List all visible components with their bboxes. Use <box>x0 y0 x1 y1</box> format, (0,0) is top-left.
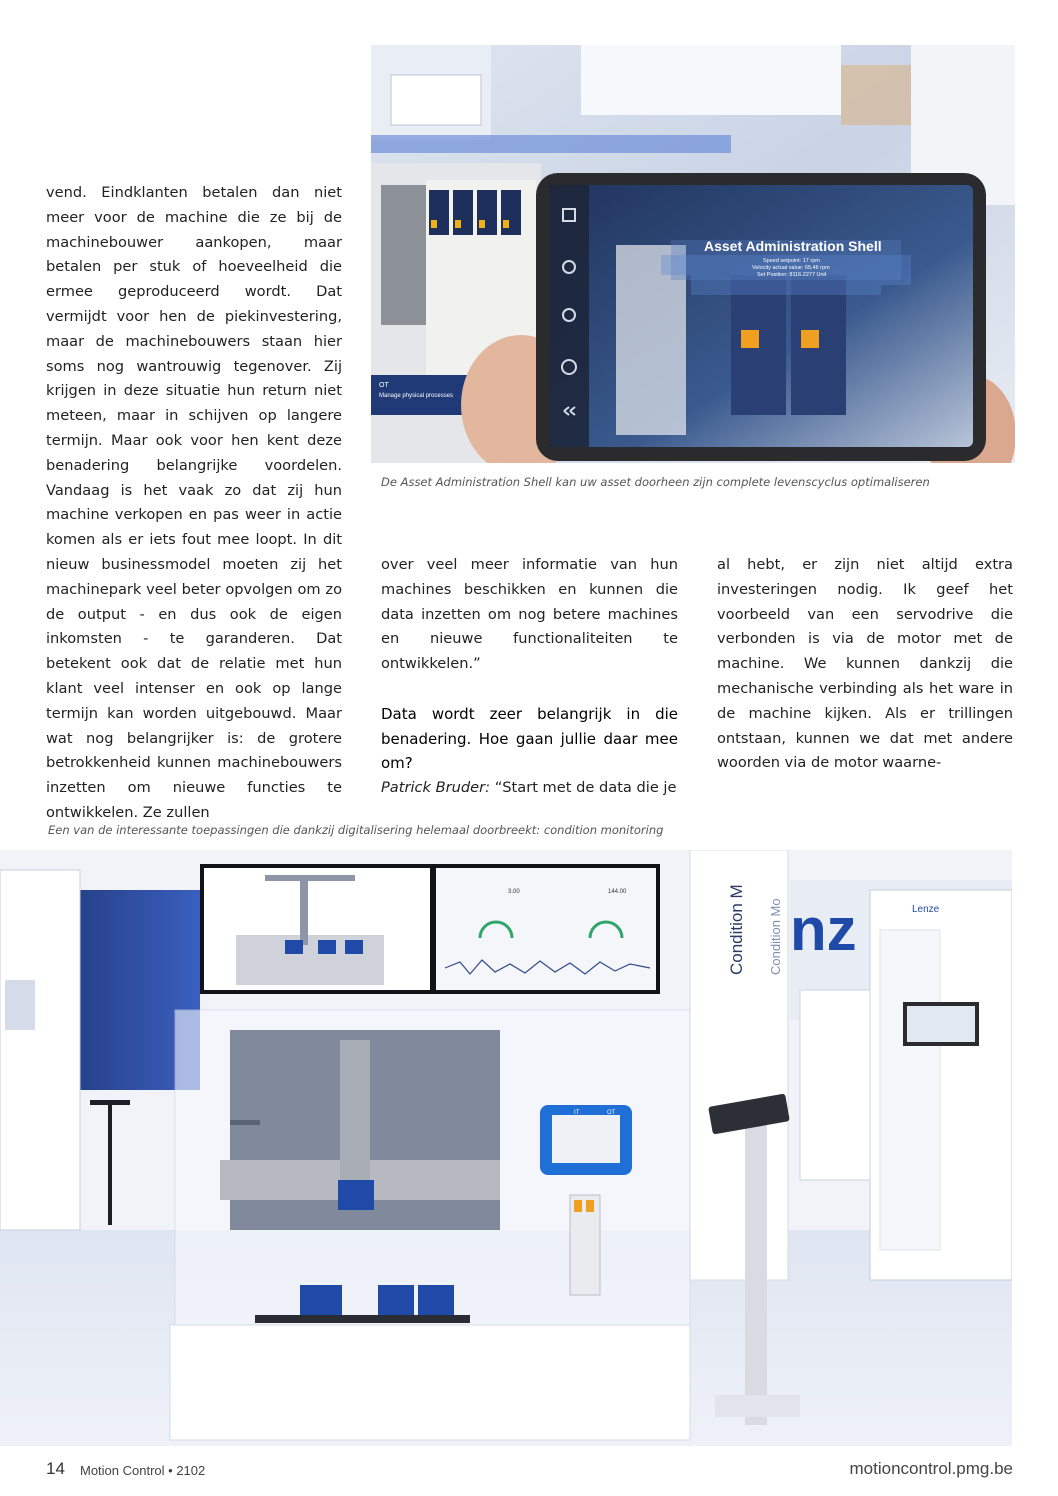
photo2-caption: Een van de interessante toepassingen die dankzij digitalisering helemaal doorbreekt: condition monitoring <box>48 823 664 837</box>
banner-text: Condition M <box>727 884 746 975</box>
ar-line3: Set Position: 8116.2277 Unit <box>757 272 827 278</box>
screen-value-1: 3.00 <box>508 889 520 895</box>
body-column-3 <box>717 553 1013 776</box>
body-column-1 <box>46 181 342 826</box>
condition-monitoring-photo <box>0 850 1012 1446</box>
asset-administration-shell-photo <box>371 45 1015 463</box>
speaker-name: Patrick Bruder: <box>381 779 491 797</box>
banner-text-2: Condition Mo <box>768 898 783 975</box>
screen-value-2: 144.00 <box>608 889 627 895</box>
photo1-caption: De Asset Administration Shell kan uw asset doorheen zijn complete levenscyclus optimaliseren <box>381 475 930 489</box>
it-label: IT <box>574 1110 580 1116</box>
col3-paragraph: al hebt, er zijn niet altijd extra investeringen nodig. Ik geef het voorbeeld van een servodrive die verbonden is via de motor met de machine. We kunnen dankzij die mechanische verbinding als het ware in de machine kijken. Als er trillingen ontstaan, kunnen we dat met andere woorden via de motor waarne- <box>717 556 1013 772</box>
ar-line1: Speed setpoint: 17 rpm <box>763 258 820 264</box>
panel-ot-label: OT <box>379 382 389 389</box>
body-column-2 <box>381 553 678 801</box>
ot-label: OT <box>607 1110 616 1116</box>
col2-paragraph: over veel meer informatie van hun machines beschikken en kunnen die data inzetten om nog betere machines en nieuwe functionaliteiten te ontwikkelen.” <box>381 556 678 673</box>
website-link[interactable]: motioncontrol.pmg.be <box>849 1459 1013 1478</box>
interview-question: Data wordt zeer belangrijk in die benadering. Hoe gaan jullie daar mee om? <box>381 704 678 773</box>
answer-start: “Start met de data die je <box>494 779 677 797</box>
brand-sign: Lenze <box>912 904 940 915</box>
col1-paragraph: vend. Eindklanten betalen dan niet meer voor de machine die ze bij de machinebouwer aankopen, maar betalen per stuk of hoeveelheid die ermee geproduceerd wordt. Dat vermijdt voor hen de piekinvestering, maar de machinebouwers staan hier soms nog wantrouwig tegenover. Zij krijgen in deze situatie hun return niet meteen, maar in schijven op langere termijn. Maar ook voor hen kent deze benadering belangrijke voordelen. Vandaag is het vaak zo dat zij hun machine verkopen en pas weer in actie komen als er iets fout mee loopt. In dit nieuw businessmodel moeten zij het machinepark veel beter opvolgen om zo de output - en dus ook de eigen inkomsten - te garanderen. Dat betekent ook dat de relatie met hun klant veel intenser en ook op lange termijn kan worden uitgebouwd. Maar wat nog belangrijker is: de grotere betrokkenheid kunnen machinebouwers inzetten om nieuwe functies te ontwikkelen. Ze zullen <box>46 184 342 821</box>
panel-label: Manage physical processes <box>379 393 454 399</box>
ar-line2: Velocity actual value: 65.46 rpm <box>752 265 830 271</box>
page-number: 14 <box>46 1459 65 1478</box>
magazine-issue: Motion Control • 2102 <box>80 1463 206 1478</box>
ar-title: Asset Administration Shell <box>704 238 882 254</box>
brand-large-sign: nz <box>790 896 857 963</box>
